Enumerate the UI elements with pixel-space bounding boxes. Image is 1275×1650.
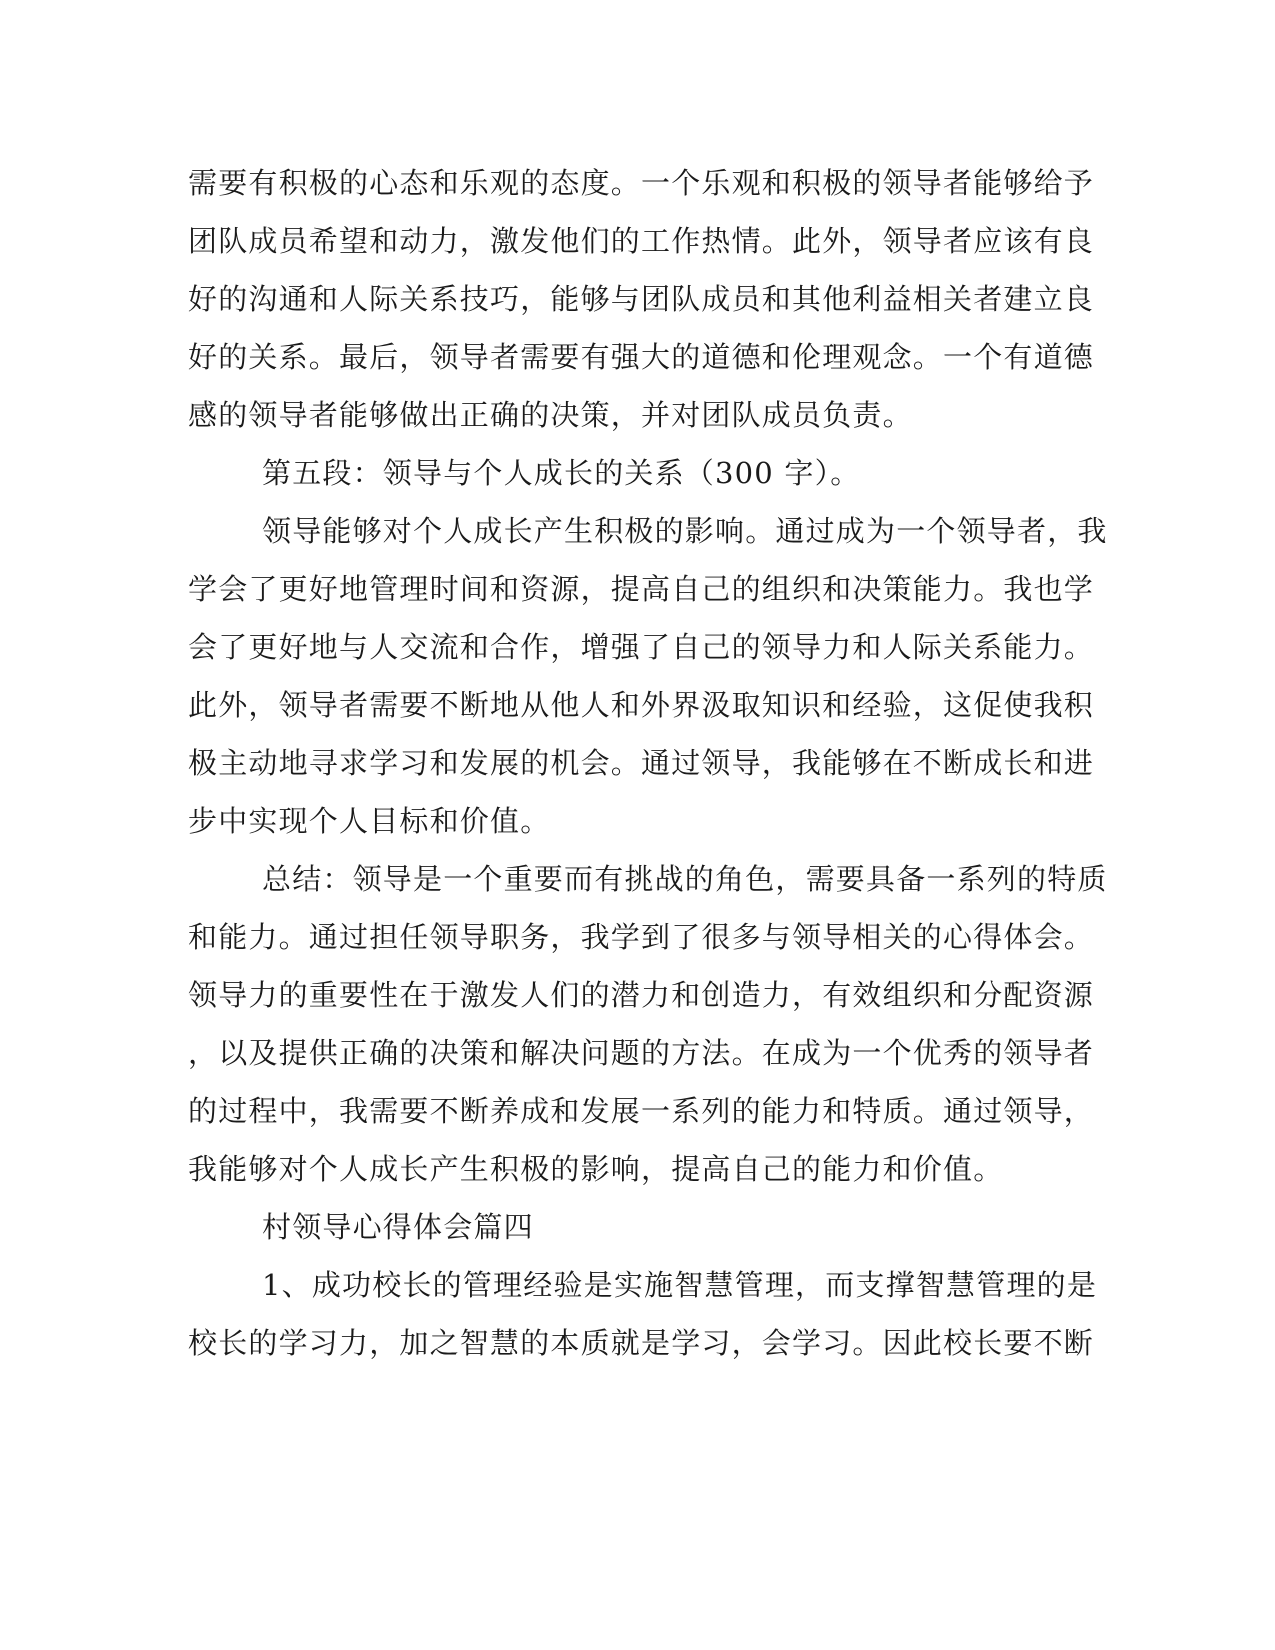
text-line: 团队成员希望和动力，激发他们的工作热情。此外，领导者应该有良 <box>188 224 1095 258</box>
text-line: 校长的学习力，加之智慧的本质就是学习，会学习。因此校长要不断 <box>188 1326 1095 1360</box>
text-line: 感的领导者能够做出正确的决策，并对团队成员负责。 <box>188 398 913 432</box>
text-line: 好的关系。最后，领导者需要有强大的道德和伦理观念。一个有道德 <box>188 340 1095 374</box>
text-line: 步中实现个人目标和价值。 <box>188 804 551 838</box>
paragraph-first-line: 领导能够对个人成长产生积极的影响。通过成为一个领导者，我 <box>262 514 1108 548</box>
paragraph-first-line: 1、成功校长的管理经验是实施智慧管理，而支撑智慧管理的是 <box>262 1268 1098 1302</box>
section-heading: 村领导心得体会篇四 <box>262 1210 534 1244</box>
text-line: 此外，领导者需要不断地从他人和外界汲取知识和经验，这促使我积 <box>188 688 1095 722</box>
section-heading: 第五段：领导与个人成长的关系（300 字）。 <box>262 456 861 490</box>
text-line: 和能力。通过担任领导职务，我学到了很多与领导相关的心得体会。 <box>188 920 1095 954</box>
text-line: 会了更好地与人交流和合作，增强了自己的领导力和人际关系能力。 <box>188 630 1095 664</box>
paragraph-first-line: 总结：领导是一个重要而有挑战的角色，需要具备一系列的特质 <box>262 862 1108 896</box>
text-line: 好的沟通和人际关系技巧，能够与团队成员和其他利益相关者建立良 <box>188 282 1095 316</box>
text-line: 极主动地寻求学习和发展的机会。通过领导，我能够在不断成长和进 <box>188 746 1095 780</box>
text-line: 的过程中，我需要不断养成和发展一系列的能力和特质。通过领导， <box>188 1094 1095 1128</box>
text-line: 我能够对个人成长产生积极的影响，提高自己的能力和价值。 <box>188 1152 1004 1186</box>
text-line: 学会了更好地管理时间和资源，提高自己的组织和决策能力。我也学 <box>188 572 1095 606</box>
text-line: ，以及提供正确的决策和解决问题的方法。在成为一个优秀的领导者 <box>188 1036 1095 1070</box>
text-line: 需要有积极的心态和乐观的态度。一个乐观和积极的领导者能够给予 <box>188 166 1095 200</box>
text-line: 领导力的重要性在于激发人们的潜力和创造力，有效组织和分配资源 <box>188 978 1095 1012</box>
